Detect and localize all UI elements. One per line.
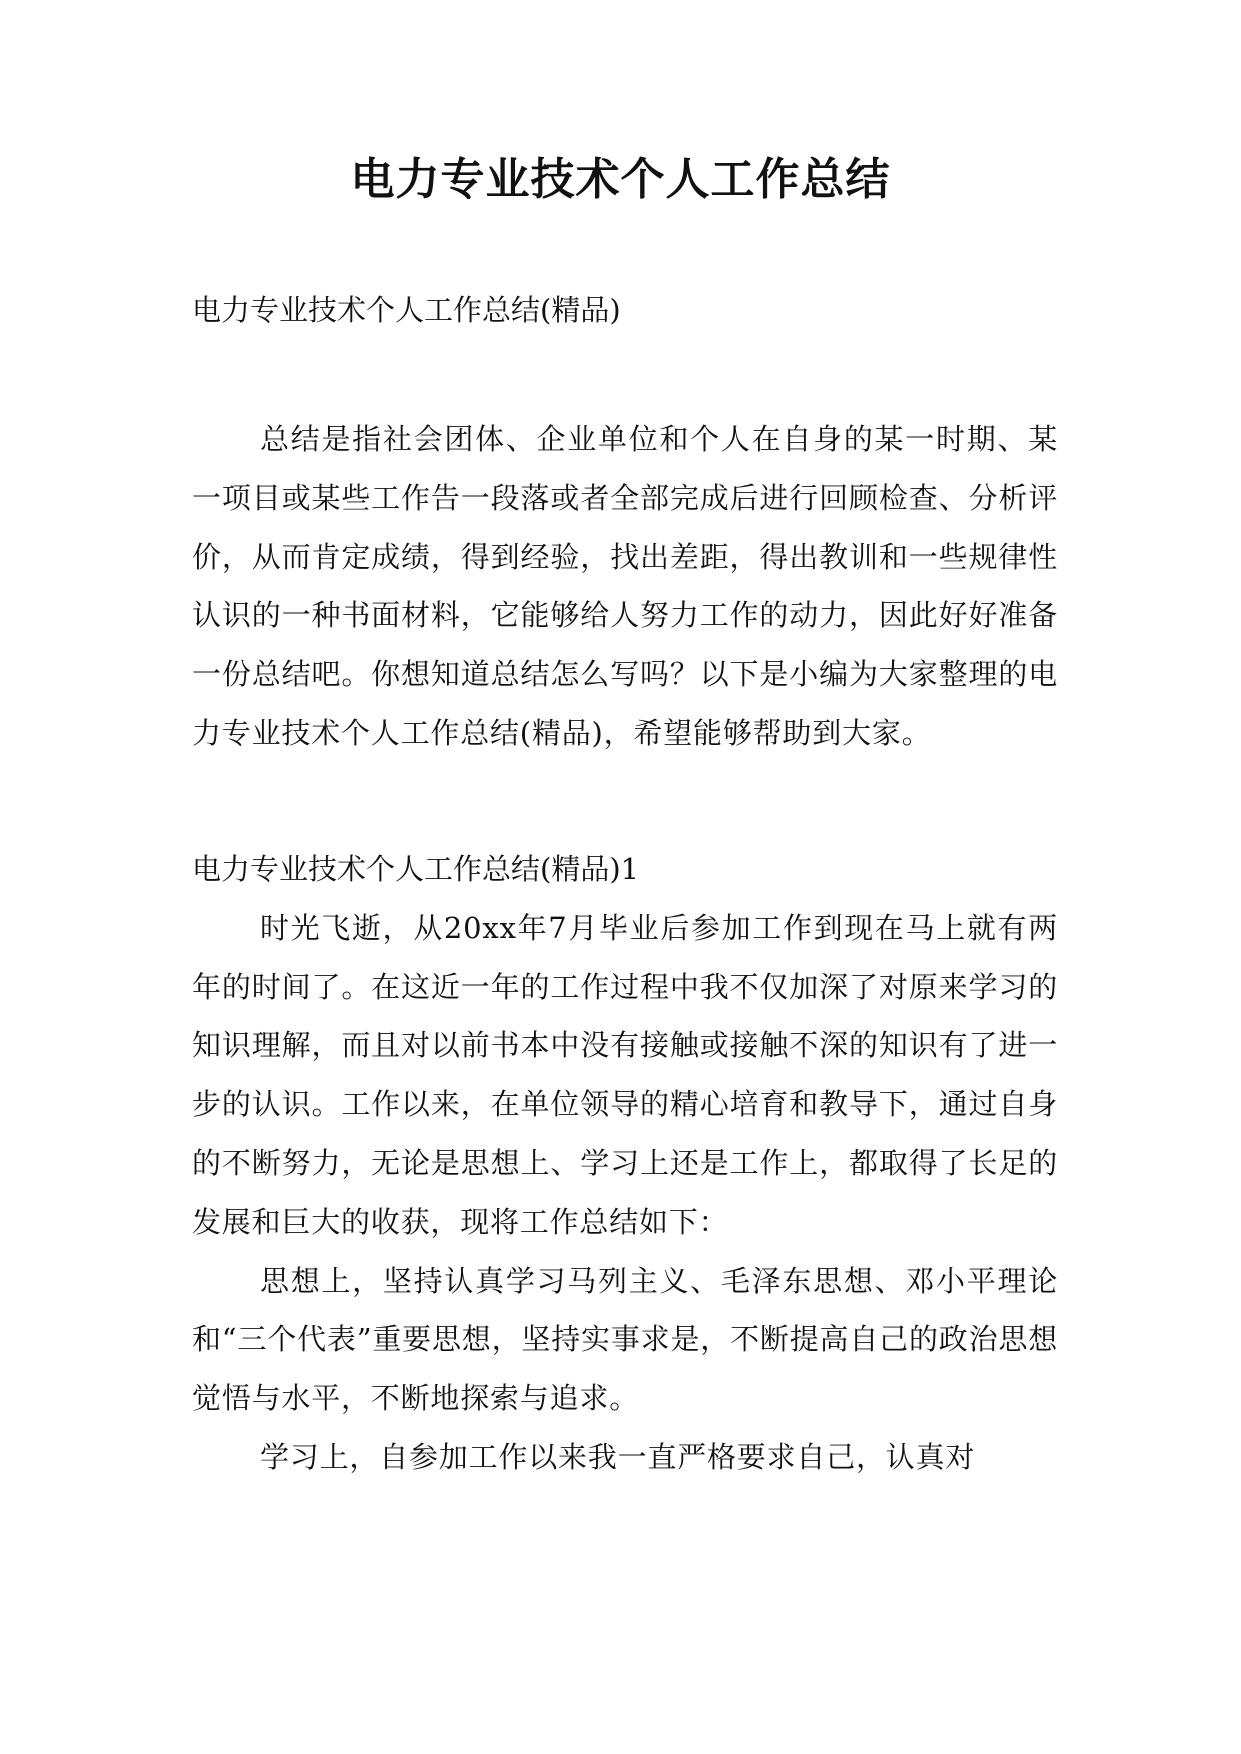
section-1-paragraph-1: 时光飞逝，从20xx年7月毕业后参加工作到现在马上就有两年的时间了。在这近一年的工作过程中我不仅加深了对原来学习的知识理解，而且对以前书本中没有接触或接触不深的知识有了进一步的认识。工作以来，在单位领导的精心培育和教导下，通过自身的不断努力，无论是思想上、学习上还是工作上，都取得了长足的发展和巨大的收获，现将工作总结如下： bbox=[192, 910, 1058, 1239]
section-1 bbox=[192, 840, 1058, 1487]
document-title: 电力专业技术个人工作总结 bbox=[350, 154, 891, 205]
section-1-paragraph-3: 学习上，自参加工作以来我一直严格要求自己，认真对 bbox=[260, 1439, 976, 1474]
intro-section bbox=[192, 410, 1058, 763]
intro-paragraph: 总结是指社会团体、企业单位和个人在自身的某一时期、某一项目或某些工作告一段落或者全部完成后进行回顾检查、分析评价，从而肯定成绩，得到经验，找出差距，得出教训和一些规律性认识的一种书面材料，它能够给人努力工作的动力，因此好好准备一份总结吧。你想知道总结怎么写吗？以下是小编为大家整理的电力专业技术个人工作总结(精品)，希望能够帮助到大家。 bbox=[192, 422, 1058, 750]
document-subtitle: 电力专业技术个人工作总结(精品) bbox=[192, 293, 621, 327]
section-1-paragraph-2: 思想上，坚持认真学习马列主义、毛泽东思想、邓小平理论和“三个代表”重要思想，坚持实事求是，不断提高自己的政治思想觉悟与水平，不断地探索与追求。 bbox=[192, 1263, 1058, 1416]
section-1-heading: 电力专业技术个人工作总结(精品)1 bbox=[192, 852, 640, 886]
